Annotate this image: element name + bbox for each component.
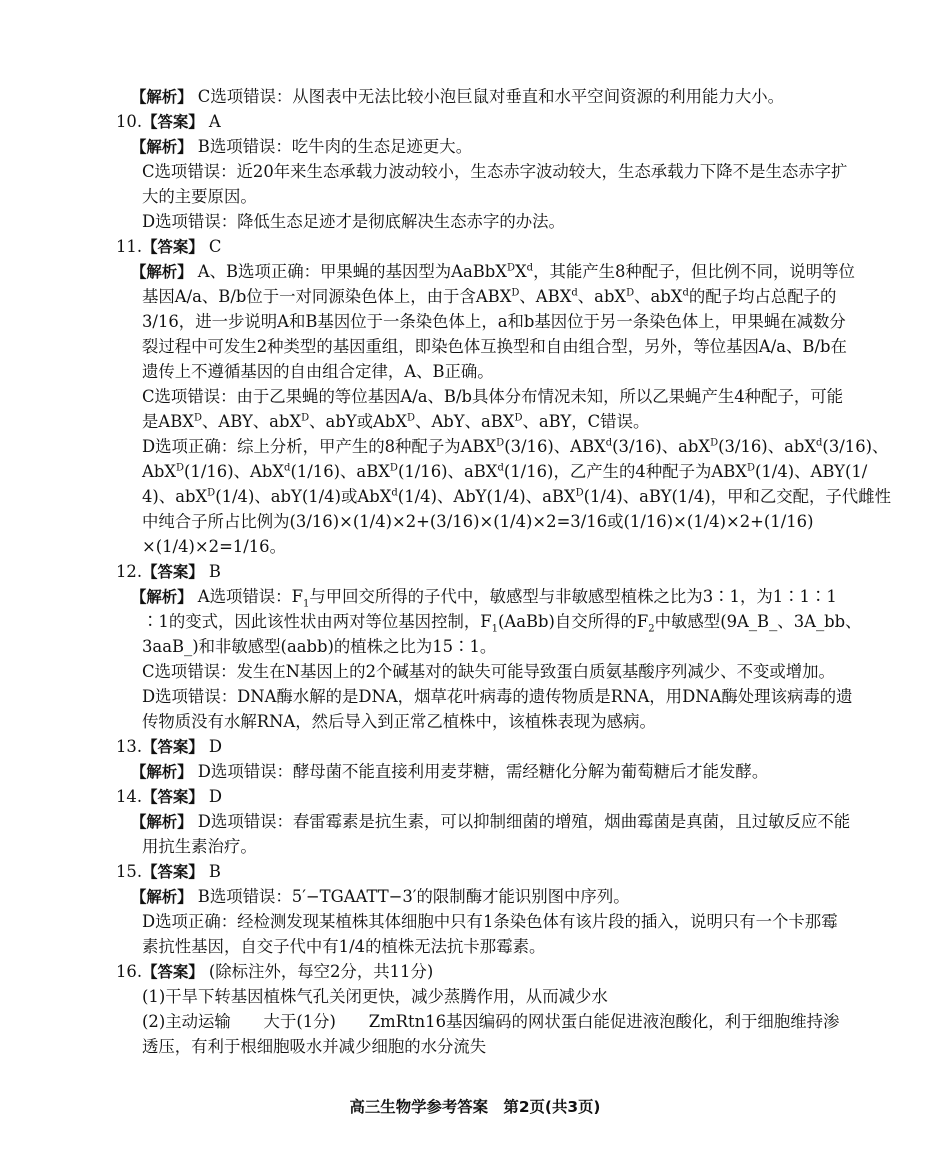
text-segment: 1: [491, 623, 498, 635]
text-line: [142, 287, 836, 307]
question-number: 11.: [116, 237, 143, 256]
section-tag: 【解析】: [131, 588, 193, 606]
text-segment: (1/4)、abY(1/4)或AbX: [215, 487, 392, 506]
text-line: [142, 212, 565, 232]
text-line: [116, 237, 221, 257]
text-segment: 传物质没有水解RNA，然后导入到正常乙植株中，该植株表现为感病。: [142, 712, 656, 731]
text-segment: 透压，有利于根细胞吸水并减少细胞的水分流失: [142, 1037, 487, 1056]
text-segment: (1/16)，乙产生的4种配子为ABX: [503, 462, 747, 481]
text-segment: D选项错误：春雷霉素是抗生素，可以抑制细菌的增殖，烟曲霉菌是真菌，且过敏反应不能: [192, 812, 851, 831]
text-segment: 中敏感型(9A_B_、3A_bb、: [654, 612, 862, 631]
text-segment: 、ABY、abX: [201, 412, 302, 431]
text-segment: B: [203, 862, 221, 881]
section-tag: 【解析】: [131, 88, 193, 106]
text-segment: D选项错误：DNA酶水解的是DNA，烟草花叶病毒的遗传物质是RNA，用DNA酶处理该病毒的遗: [142, 687, 853, 706]
text-segment: 3aaB_)和非敏感型(aabb)的植株之比为15∶1。: [142, 637, 497, 656]
text-segment: (3/16)、: [822, 437, 889, 456]
text-line: [142, 362, 494, 382]
text-segment: D: [626, 287, 635, 299]
section-tag: 【答案】: [142, 238, 204, 256]
text-segment: D: [176, 462, 185, 474]
text-line: [116, 787, 222, 807]
question-number: 12.: [116, 562, 143, 581]
text-segment: D: [746, 462, 755, 474]
text-segment: d: [391, 487, 398, 499]
text-line: [142, 387, 843, 407]
text-segment: ，其能产生8种配子，但比例不同，说明等位: [533, 262, 855, 281]
section-tag: 【答案】: [142, 113, 204, 131]
question-number: 16.: [116, 962, 143, 981]
text-segment: d: [682, 287, 689, 299]
section-tag: 【答案】: [142, 788, 204, 806]
text-line: [142, 687, 853, 707]
text-segment: (3/16)、ABX: [504, 437, 606, 456]
text-line: [116, 737, 222, 757]
text-segment: d: [526, 262, 534, 274]
text-line: [142, 162, 847, 182]
section-tag: 【答案】: [142, 863, 204, 881]
text-line: [142, 462, 867, 482]
section-tag: 【解析】: [131, 138, 193, 156]
question-number: 15.: [116, 862, 143, 881]
text-segment: d: [571, 287, 578, 299]
text-line: [131, 87, 784, 107]
text-segment: D: [496, 437, 505, 449]
question-number: 10.: [116, 112, 143, 131]
text-line: [142, 487, 891, 507]
text-line: [142, 662, 835, 682]
text-segment: 用抗生素治疗。: [142, 837, 257, 856]
text-segment: C选项错误：发生在N基因上的2个碱基对的缺失可能导致蛋白质氨基酸序列减少、不变或增加。: [142, 662, 835, 681]
text-line: [142, 1037, 486, 1057]
text-segment: 4)、abX: [142, 487, 208, 506]
text-segment: (3/16)、abX: [612, 437, 711, 456]
text-segment: (1/16)、AbX: [184, 462, 285, 481]
text-line: [142, 187, 257, 207]
section-tag: 【答案】: [142, 563, 204, 581]
text-segment: X: [514, 262, 527, 281]
text-segment: C选项错误：近20年来生态承载力波动较小，生态赤字波动较大，生态承载力下降不是生态赤字扩: [142, 162, 848, 181]
text-segment: D: [207, 487, 216, 499]
text-line: [142, 837, 257, 857]
section-tag: 【解析】: [131, 263, 193, 281]
text-line: [142, 437, 888, 457]
text-segment: 裂过程中可发生2种类型的基因重组，即染色体互换型和自由组合型，另外，等位基因A/a、B/b在: [142, 337, 847, 356]
text-line: [116, 862, 221, 882]
text-line: [131, 262, 855, 282]
question-number: 13.: [116, 737, 143, 756]
text-segment: D: [407, 412, 416, 424]
text-segment: A、B选项正确：甲果蝇的基因型为AaBbX: [192, 262, 507, 281]
text-line: [131, 587, 837, 610]
text-segment: C选项错误：从图表中无法比较小泡巨鼠对垂直和水平空间资源的利用能力大小。: [192, 87, 784, 106]
text-line: [116, 562, 221, 582]
text-segment: (1/4)、ABY(1/: [754, 462, 868, 481]
text-line: [131, 762, 768, 782]
text-segment: AbX: [142, 462, 176, 481]
text-segment: 的配子均占总配子的: [688, 287, 837, 306]
section-tag: 【答案】: [142, 738, 204, 756]
text-line: [142, 337, 847, 357]
text-segment: d: [284, 462, 291, 474]
text-segment: (1/16)、aBX: [397, 462, 498, 481]
text-segment: D: [575, 487, 584, 499]
text-segment: 3/16，进一步说明A和B基因位于一条染色体上，a和b基因位于另一条染色体上，甲果蝇在减数分: [142, 312, 846, 331]
text-segment: (2)主动运输 大于(1分) ZmRtn16基因编码的网状蛋白能促进液泡酸化，利于细胞维持渗: [142, 1012, 840, 1031]
text-line: [131, 812, 850, 832]
text-segment: D: [506, 262, 515, 274]
text-segment: ∶1的变式，因此该性状由两对等位基因控制，F: [142, 612, 492, 631]
text-segment: C选项错误：由于乙果蝇的等位基因A/a、B/b具体分布情况未知，所以乙果蝇产生4种配子，可能: [142, 387, 844, 406]
text-segment: 大的主要原因。: [142, 187, 257, 206]
text-segment: (AaBb)自交所得的F: [498, 612, 649, 631]
text-segment: 是ABX: [142, 412, 194, 431]
text-segment: D: [193, 412, 202, 424]
text-segment: C: [203, 237, 222, 256]
text-segment: 遗传上不遵循基因的自由组合定律，A、B正确。: [142, 362, 494, 381]
text-line: [142, 912, 838, 932]
text-segment: 1: [302, 598, 310, 610]
text-segment: B选项错误：5′−TGAATT−3′的限制酶才能识别图中序列。: [192, 887, 630, 906]
text-segment: 与甲回交所得的子代中，敏感型与非敏感型植株之比为3∶1，为1∶1∶1: [309, 587, 837, 606]
text-segment: (1/4)、AbY(1/4)、aBX: [397, 487, 576, 506]
text-line: [131, 137, 472, 157]
text-segment: d: [816, 437, 823, 449]
text-segment: 、abY或AbX: [309, 412, 408, 431]
text-segment: 、abX: [634, 287, 683, 306]
text-line: [131, 887, 630, 907]
question-number: 14.: [116, 787, 143, 806]
text-line: [142, 312, 846, 332]
text-segment: (1/4)、aBY(1/4)，甲和乙交配，子代雌性: [583, 487, 891, 506]
text-segment: D: [301, 412, 310, 424]
text-segment: D: [514, 412, 523, 424]
text-segment: 、AbY、aBX: [415, 412, 515, 431]
text-segment: (1)干旱下转基因植株气孔关闭更快，减少蒸腾作用，从而减少水: [142, 987, 608, 1006]
text-segment: 中纯合子所占比例为(3/16)×(1/4)×2+(3/16)×(1/4)×2=3/16或(1/16)×(1/4)×2+(1/16): [142, 512, 814, 531]
page-footer: 高三生物学参考答案 第2页(共3页): [349, 1098, 601, 1116]
section-tag: 【解析】: [131, 813, 193, 831]
text-segment: A: [203, 112, 221, 131]
text-line: [142, 512, 814, 532]
text-line: [116, 112, 221, 132]
text-segment: D选项错误：酵母菌不能直接利用麦芽糖，需经糖化分解为葡萄糖后才能发酵。: [192, 762, 769, 781]
text-line: [142, 937, 545, 957]
text-line: [142, 637, 496, 657]
text-segment: D选项错误：降低生态足迹才是彻底解决生态赤字的办法。: [142, 212, 565, 231]
section-tag: 【解析】: [131, 888, 193, 906]
text-line: [116, 962, 433, 982]
text-segment: d: [605, 437, 613, 449]
text-segment: D: [203, 787, 223, 806]
text-segment: ×(1/4)×2=1/16。: [142, 537, 286, 556]
text-line: [142, 612, 862, 635]
section-tag: 【解析】: [131, 763, 193, 781]
text-segment: D: [389, 462, 398, 474]
text-segment: D选项正确：经检测发现某植株其体细胞中只有1条染色体有该片段的插入，说明只有一个卡那霉: [142, 912, 838, 931]
text-line: [142, 1012, 839, 1032]
text-segment: 、ABX: [519, 287, 572, 306]
text-segment: (1/16)、aBX: [290, 462, 390, 481]
text-segment: B选项错误：吃牛肉的生态足迹更大。: [192, 137, 473, 156]
text-segment: B: [203, 562, 221, 581]
text-line: [142, 987, 608, 1007]
text-segment: D: [511, 287, 520, 299]
text-segment: (除标注外，每空2分，共11分): [203, 962, 434, 981]
text-segment: D: [710, 437, 719, 449]
text-segment: 基因A/a、B/b位于一对同源染色体上，由于含ABX: [142, 287, 512, 306]
text-segment: 、abX: [577, 287, 627, 306]
text-segment: D选项正确：综上分析，甲产生的8种配子为ABX: [142, 437, 497, 456]
text-segment: 素抗性基因，自交子代中有1/4的植株无法抗卡那霉素。: [142, 937, 546, 956]
text-line: [142, 412, 649, 432]
text-segment: (3/16)、abX: [718, 437, 817, 456]
text-segment: 、aBY，C错误。: [522, 412, 650, 431]
text-segment: 2: [648, 623, 655, 635]
text-line: [142, 537, 286, 557]
text-segment: D: [203, 737, 223, 756]
text-segment: A选项错误：F: [192, 587, 303, 606]
text-line: [142, 712, 656, 732]
section-tag: 【答案】: [142, 963, 204, 981]
text-segment: d: [497, 462, 504, 474]
